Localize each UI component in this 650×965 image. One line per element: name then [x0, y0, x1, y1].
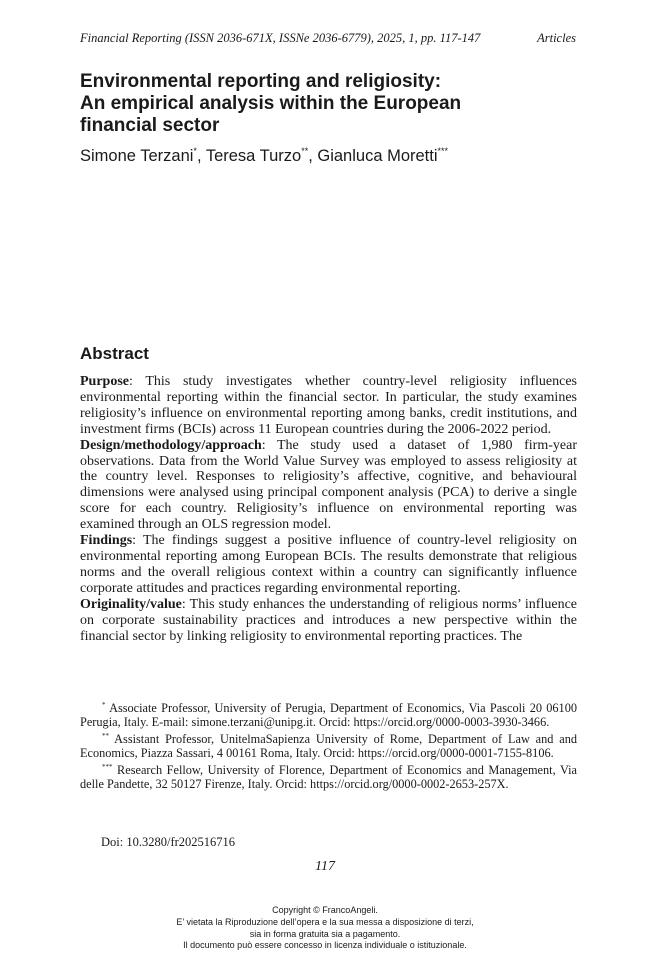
paper-title [80, 71, 560, 137]
abstract-label: Purpose [80, 374, 129, 389]
abstract-section-findings [80, 533, 577, 597]
abstract-label: Findings [80, 533, 133, 549]
copyright-line: Il documento può essere concesso in licenza individuale o istituzionale. [183, 940, 467, 951]
author-footnote-mark: *** [437, 146, 449, 156]
footnote [80, 698, 577, 729]
title-line: An empirical analysis within the European [80, 93, 462, 114]
footnote [80, 760, 577, 791]
author-footnote-mark: ** [301, 146, 309, 156]
title-line: Environmental reporting and religiosity: [80, 71, 442, 92]
footnote-text: Assistant Professor, UnitelmaSapienza University of Rome, Department of Law and and Economics, Piazza Sassari, 4 00161 Roma, Italy. Orcid: https://orcid.org/0000-0001-7155-8106. [80, 732, 577, 760]
journal-citation: Financial Reporting (ISSN 2036-671X, ISSNe 2036-6779), 2025, 1, pp. 117-147 [80, 31, 481, 45]
author-list [80, 146, 580, 166]
abstract-label: Originality/value [80, 596, 182, 612]
page-number: 117 [315, 859, 335, 874]
footnote [80, 729, 577, 760]
abstract-section-design [80, 438, 577, 533]
footnote-mark: * [102, 701, 106, 709]
abstract-body [80, 374, 577, 644]
author-name: Simone Terzani [80, 147, 194, 165]
footnote-mark: *** [102, 763, 113, 771]
copyright-line: sia in forma gratuita sia a pagamento. [249, 928, 401, 939]
footnotes [80, 698, 577, 791]
copyright-line: Copyright © FrancoAngeli. [272, 905, 378, 915]
footnote-text: Research Fellow, University of Florence, Department of Economics and Management, Via delle Pandette, 32 50127 Firenze, Italy. Orcid: https://orcid.org/0000-0002-2653-257X. [80, 763, 577, 791]
abstract-text: : The study used a dataset of 1,980 firm-year observations. Data from the World Value Survey was employed to assess religiosity at the country level. Responses to religiosity’s affective, cognitive, and behavioural dimensions were analysed using principal component analysis (PCA) to derive a single score for each country. Religiosity’s influence on environmental reporting was examined through an OLS regression model. [80, 437, 577, 533]
author-footnote-mark: * [193, 146, 197, 156]
title-line: financial sector [80, 115, 220, 136]
abstract-section-originality [80, 597, 577, 645]
author-name: Gianluca Moretti [317, 147, 438, 165]
author-separator: , [308, 147, 318, 165]
abstract-text: : This study investigates whether country-level religiosity influences environmental reporting within the financial sector. In particular, the study examines religiosity’s influence on environmental reporting among banks, credit institutions, and investment firms (BCIs) across 11 European countries during the 2006-2022 period. [80, 374, 577, 437]
footnote-mark: ** [102, 732, 109, 740]
abstract-text: : This study enhances the understanding of religious norms’ influence on corporate sustainability practices and introduces a new perspective within the financial sector by linking religiosity to environmental reporting practices. The [80, 596, 577, 644]
author-name: Teresa Turzo [205, 147, 302, 165]
abstract-text: : The findings suggest a positive influence of country-level religiosity on environmental reporting among European BCIs. The results demonstrate that religious norms and the overall religious context within a country can significantly influence corporate attitudes and practices regarding environmental reporting. [80, 533, 577, 596]
doi: Doi: 10.3280/fr202516716 [101, 835, 236, 849]
footnote-text: Associate Professor, University of Perugia, Department of Economics, Via Pascoli 20 06100 Perugia, Italy. E-mail: simone.terzani@unipg.it. Orcid: https://orcid.org/0000-0003-3930-3466. [80, 701, 577, 729]
section-label: Articles [537, 31, 576, 45]
abstract-label: Design/methodology/approach [80, 437, 262, 453]
author-separator: , [196, 147, 206, 165]
copyright-notice [0, 905, 650, 952]
copyright-line: E’ vietata la Riproduzione dell’opera e la sua messa a disposizione di terzi, [176, 916, 474, 927]
abstract-heading: Abstract [80, 344, 149, 363]
abstract-section-purpose [80, 374, 577, 438]
